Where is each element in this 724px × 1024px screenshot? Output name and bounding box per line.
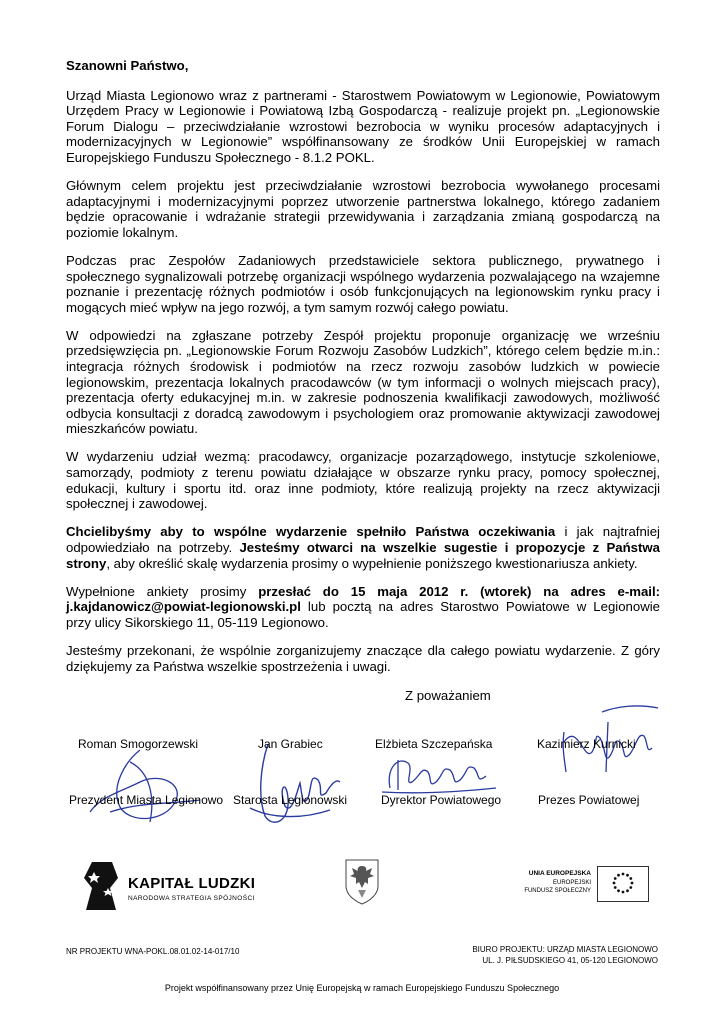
paragraph-participants: W wydarzeniu udział wezmą: pracodawcy, organizacje pozarządowego, instytucje szkoleniowe, samorządy, podmioty z terenu powiatu działające w obszarze rynku pracy, pomocy społecznej, edukacji, kultury i sportu itd. oraz inne podmioty, które realizują projekty na rzecz aktywizacji społecznej i zawodowej.	[66, 449, 660, 512]
cofinancing-note: Projekt współfinansowany przez Unię Europejską w ramach Europejskiego Funduszu Społecznego	[164, 983, 560, 993]
signatory-name-director: Elżbieta Szczepańska	[375, 737, 493, 751]
logos-row	[0, 850, 724, 920]
signature-smogorzewski	[80, 742, 210, 832]
signatory-title-mayor: Prezydent Miasta Legionowo	[69, 793, 224, 807]
closing-regards: Z poważaniem	[405, 688, 491, 703]
kapital-ludzki-logo	[82, 858, 282, 918]
signatory-title-director: Dyrektor Powiatowego	[381, 793, 502, 807]
project-number: NR PROJEKTU WNA-POKL.08.01.02-14-017/10	[66, 947, 240, 956]
eu-fund-line1: EUROPEJSKI	[552, 880, 591, 886]
paragraph-forum-proposal: W odpowiedzi na zgłaszane potrzeby Zespół projektu proponuje organizację we wrześniu przedsięwzięcia pn. „Legionowskie Forum Rozwoju Zasobów Ludzkich”, którego celem będzie m.in.: integracja różnych środowisk i podmiotów na rzecz rozwoju zasobów ludzkich w powiecie legionowskim, prezentacja lokalnych pracodawców (w tym informacji o wolnych miejscach pracy), prezentacja oferty edukacyjnej m.in. w zakresie podnoszenia kwalifikacji zawodowych, możliwość odbycia konsultacji z doradcą zawodowym i psychologiem oraz promowanie aktywizacji zawodowej mieszkańców powiatu.	[66, 327, 660, 437]
paragraph-submission	[66, 584, 660, 631]
signature-grabiec	[240, 738, 350, 830]
eu-title: UNIA EUROPEJSKA	[528, 870, 591, 877]
kapital-ludzki-emblem-icon	[82, 858, 122, 913]
kapital-ludzki-title: KAPITAŁ LUDZKI	[128, 875, 256, 892]
submission-text-2: lub pocztą na adres Starostwo Powiatowe w Legionowie przy ulicy Sikorskiego 11, 05-119 Legionowo.	[66, 599, 660, 630]
paragraph-project-goal: Głównym celem projektu jest przeciwdziałanie wzrostowi bezrobocia wywołanego procesami adaptacyjnymi i modernizacyjnymi poprzez utworzenie partnerstwa lokalnego, którego zadaniem będzie opracowanie i wdrażanie strategii przewidywania i zarządzania zmianą gospodarczą na poziomie lokalnym.	[66, 178, 660, 240]
eu-flag-icon	[597, 866, 649, 902]
signatory-title-starost: Starosta Legionowski	[233, 793, 348, 807]
project-office-line1: BIURO PROJEKTU: URZĄD MIASTA LEGIONOWO	[472, 945, 658, 954]
paragraph-project-intro: Urząd Miasta Legionowo wraz z partnerami - Starostwem Powiatowym w Legionowie, Powiatowym Urzędem Pracy w Legionowie i Powiatową Izbą Gospodarczą - realizuje projekt pn. „Legionowskie Forum Dialogu – przeciwdziałanie wzrostowi bezrobocia w wyniku procesów adaptacyjnych i modernizacyjnych w Legionowie” współfinansowany ze środków Unii Europejskiej w ramach Europejskiego Funduszu Społecznego - 8.1.2 POKL.	[66, 87, 660, 165]
eu-efs-logo	[515, 862, 650, 906]
letter-body	[66, 58, 660, 687]
signatory-title-president: Prezes Powiatowej	[538, 793, 640, 807]
kapital-ludzki-subtitle: NARODOWA STRATEGIA SPÓJNOŚCI	[128, 895, 255, 902]
expectations-text-1: i jak najtrafniej odpowiedziało na potrzeby.	[66, 524, 660, 555]
eu-fund-line2: FUNDUSZ SPOŁECZNY	[524, 888, 591, 894]
expectations-bold-2: Jesteśmy otwarci na wszelkie sugestie i propozycje z Państwa strony	[66, 539, 661, 571]
expectations-bold-1: Chcielibyśmy aby to wspólne wydarzenie spełniło Państwa oczekiwania	[66, 524, 556, 540]
greeting: Szanowni Państwo,	[66, 58, 189, 73]
paragraph-task-teams: Podczas prac Zespołów Zadaniowych przedstawiciele sektora publicznego, prywatnego i społecznego sygnalizowali potrzebę organizacji wspólnego wydarzenia pozwalającego na wzajemne poznanie i prezentację różnych podmiotów i osób funkcjonujących na legionowskim rynku pracy i mogących mieć wpływ na jego rozwój, a tym samym rozwój całego powiatu.	[66, 252, 660, 315]
paragraph-thanks: Jesteśmy przekonani, że wspólnie zorganizujemy znaczące dla całego powiatu wydarzenie. Z góry dziękujemy za Państwa wszelkie spostrzeżenia i uwagi.	[66, 642, 660, 674]
signatory-name-mayor: Roman Smogorzewski	[78, 737, 199, 751]
project-office-line2: UL. J. PIŁSUDSKIEGO 41, 05-120 LEGIONOWO	[482, 956, 658, 965]
expectations-text-2: , aby określić skalę wydarzenia prosimy o wypełnienie poniższego kwestionariusza ankiety.	[106, 555, 638, 571]
legionowo-county-coat-of-arms-icon	[344, 858, 380, 906]
paragraph-expectations	[66, 524, 660, 571]
project-office-address	[472, 944, 658, 966]
signatory-name-starost: Jan Grabiec	[258, 737, 323, 751]
submission-text-1: Wypełnione ankiety prosimy	[66, 583, 259, 599]
submission-deadline-email: przesłać do 15 maja 2012 r. (wtorek) na adres e-mail: j.kajdanowicz@powiat-legionowski.pl	[66, 583, 660, 615]
signature-szczepanska	[378, 748, 498, 798]
signatory-name-president: Kazimierz Kurnicki	[537, 737, 636, 751]
